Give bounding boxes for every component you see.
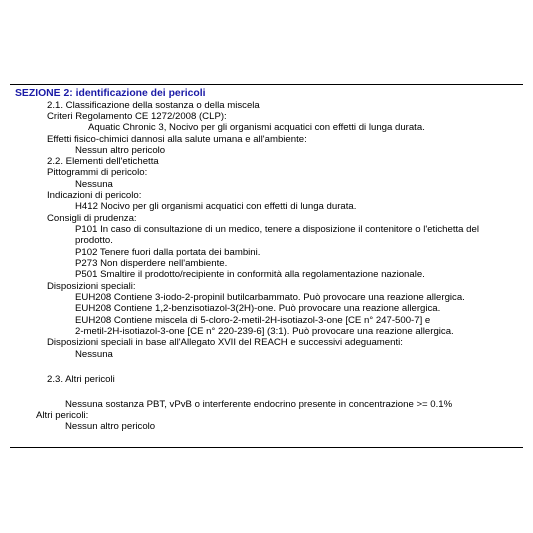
text-line: Pittogrammi di pericolo: [47,167,148,178]
text-line: P501 Smaltire il prodotto/recipiente in conformità alla regolamentazione nazionale. [75,269,425,280]
text-line: Effetti fisico-chimici dannosi alla salute umana e all'ambiente: [47,134,307,145]
text-line: Nessuna sostanza PBT, vPvB o interferente endocrino presente in concentrazione >= 0.1% [65,399,453,410]
text-line: P102 Tenere fuori dalla portata dei bambini. [75,247,261,258]
text-line: Indicazioni di pericolo: [47,190,142,201]
subsection-heading: 2.2. Elementi dell'etichetta [47,156,159,167]
text-line: EUH208 Contiene 3-iodo-2-propinil butilcarbammato. Può provocare una reazione allergica. [75,292,465,303]
text-line: Aquatic Chronic 3, Nocivo per gli organismi acquatici con effetti di lunga durata. [88,122,425,133]
subsection-heading: 2.3. Altri pericoli [47,374,115,385]
text-line: P101 In caso di consultazione di un medico, tenere a disposizione il contenitore o l'etichetta del [75,224,479,235]
text-line: EUH208 Contiene miscela di 5-cloro-2-metil-2H-isotiazol-3-one [CE n° 247-500-7] e [75,315,431,326]
text-line: H412 Nocivo per gli organismi acquatici con effetti di lunga durata. [75,201,357,212]
text-line: P273 Non disperdere nell'ambiente. [75,258,228,269]
text-line: Nessun altro pericolo [75,145,166,156]
text-line: Nessun altro pericolo [65,421,156,432]
text-line: Nessuna [75,349,113,360]
text-line: Disposizioni speciali in base all'Allegato XVII del REACH e successivi adeguamenti: [47,337,403,348]
subsection-heading: 2.1. Classificazione della sostanza o della miscela [47,100,260,111]
text-line: prodotto. [75,235,113,246]
text-line: Disposizioni speciali: [47,281,136,292]
section-title: SEZIONE 2: identificazione dei pericoli [15,88,206,99]
text-line: Criteri Regolamento CE 1272/2008 (CLP): [47,111,227,122]
text-line: Consigli di prudenza: [47,213,137,224]
text-line: EUH208 Contiene 1,2-benzisotiazol-3(2H)-one. Può provocare una reazione allergica. [75,303,441,314]
text-line: Altri pericoli: [36,410,89,421]
bottom-divider [10,447,523,448]
text-line: 2-metil-2H-isotiazol-3-one [CE n° 220-239-6] (3:1). Può provocare una reazione allergica. [75,326,454,337]
text-line: Nessuna [75,179,113,190]
